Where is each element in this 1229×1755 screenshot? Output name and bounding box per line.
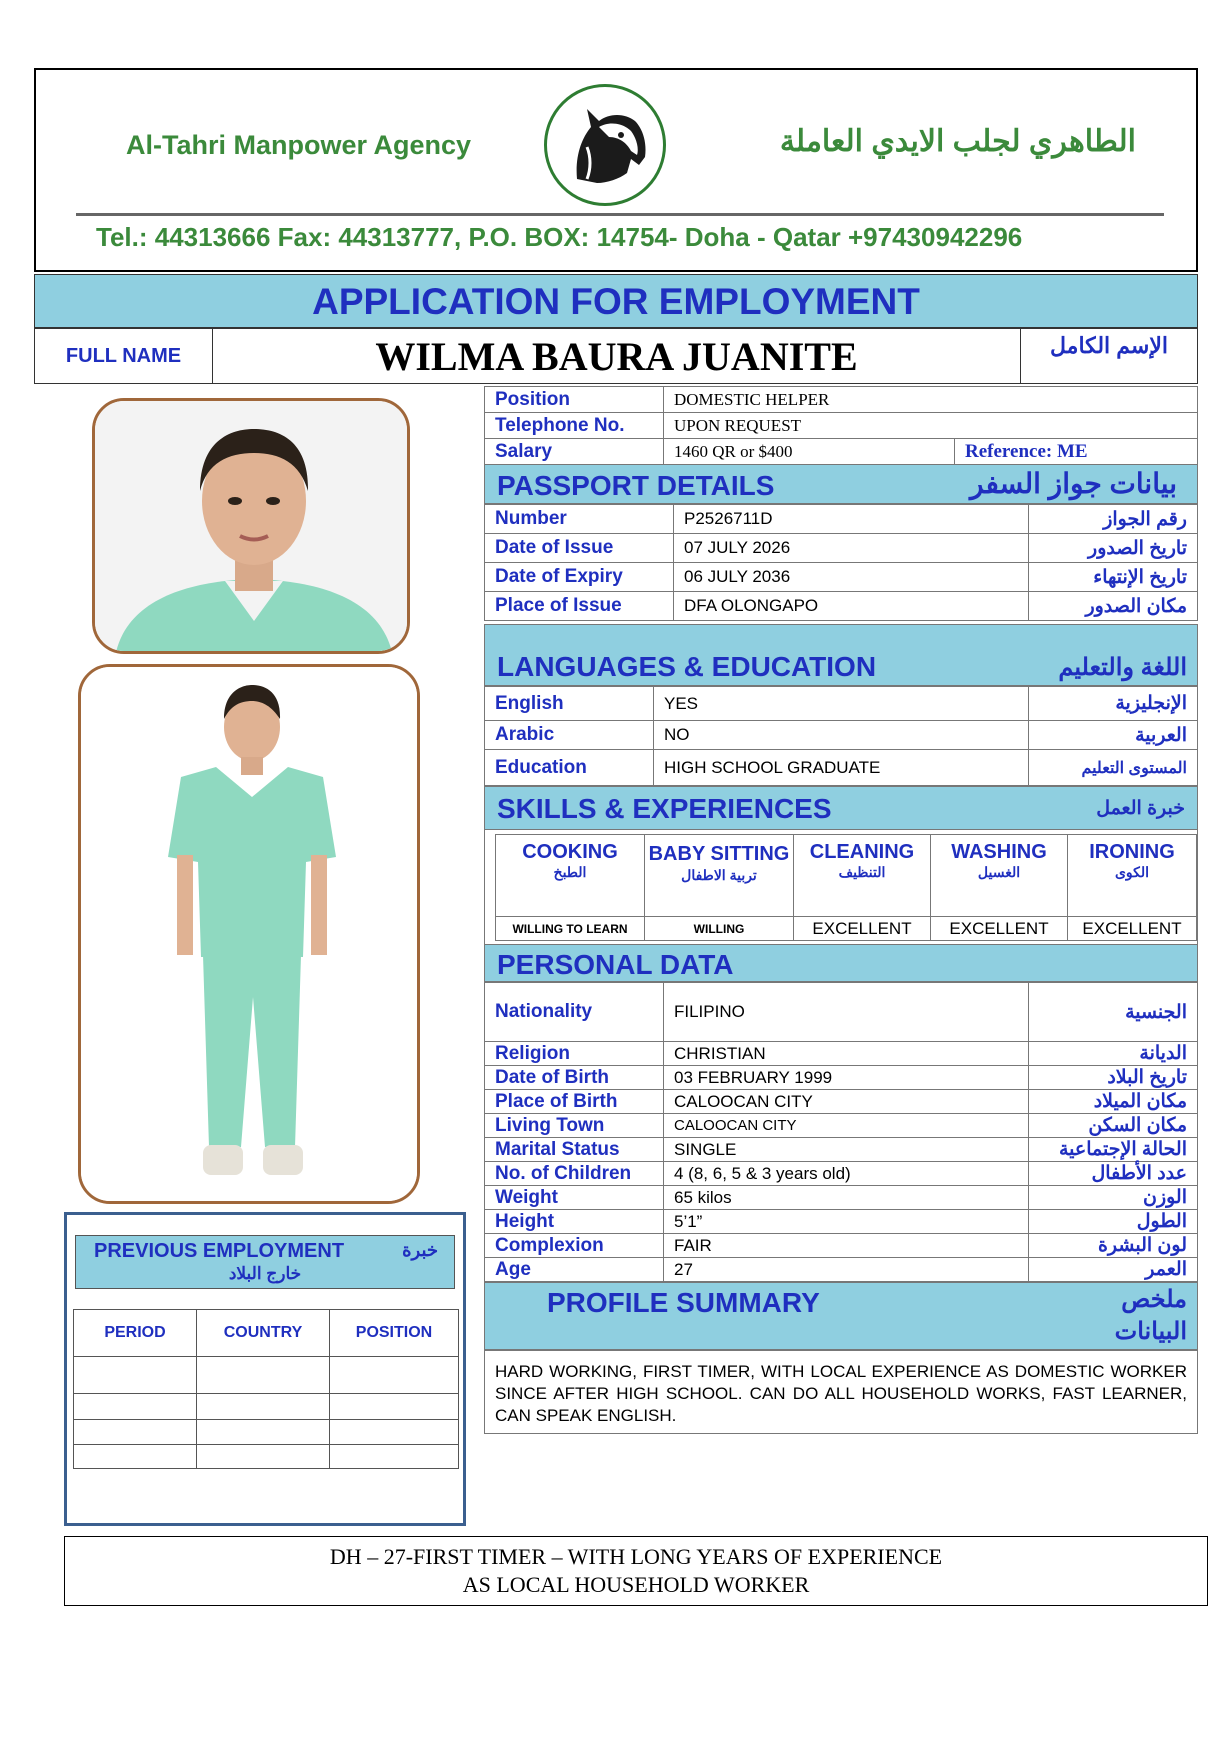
- reference-value: Reference: ME: [955, 439, 1198, 465]
- skills-table-wrap: [484, 830, 1198, 944]
- table-row: Arabic NO العربية: [485, 721, 1198, 750]
- passport-band: [484, 464, 1198, 504]
- horse-head-icon: [544, 84, 666, 206]
- table-row: Education HIGH SCHOOL GRADUATE المستوى التعليم: [485, 750, 1198, 786]
- full-body-photo: [78, 664, 420, 1204]
- passport-heading-ar: بيانات جواز السفر: [970, 468, 1177, 499]
- profile-heading-ar-2: البيانات: [1114, 1318, 1187, 1345]
- position-label: Position: [485, 387, 664, 413]
- personal-band: [484, 944, 1198, 982]
- portrait-photo: [92, 398, 410, 654]
- languages-heading: LANGUAGES & EDUCATION: [497, 651, 877, 682]
- personal-heading: PERSONAL DATA: [497, 949, 734, 980]
- footer-line-1: DH – 27-FIRST TIMER – WITH LONG YEARS OF EXPERIENCE: [329, 1544, 943, 1569]
- salary-label: Salary: [485, 439, 664, 465]
- full-name-value: WILMA BAURA JUANITE: [375, 333, 858, 379]
- table-row: Nationality FILIPINO الجنسية: [485, 983, 1198, 1042]
- basic-info-table: [484, 386, 1198, 464]
- table-row: Height 5’1” الطول: [485, 1210, 1198, 1234]
- profile-heading-ar-1: ملخص: [1121, 1286, 1187, 1313]
- previous-employment-box: [64, 1212, 466, 1526]
- skill-level: EXCELLENT: [794, 917, 931, 941]
- table-row: [74, 1444, 459, 1468]
- skill-level: EXCELLENT: [931, 917, 1068, 941]
- skills-heading: SKILLS & EXPERIENCES: [497, 793, 832, 824]
- table-row: Religion CHRISTIAN الديانة: [485, 1042, 1198, 1066]
- skill-washing: WASHING الغسيل: [931, 835, 1068, 917]
- header-divider: [76, 213, 1164, 216]
- previous-heading-ar-2: خارج البلاد: [228, 1264, 302, 1283]
- footer-line-2: AS LOCAL HOUSEHOLD WORKER: [462, 1572, 810, 1597]
- table-row: [74, 1356, 459, 1393]
- column-header-country: COUNTRY: [197, 1310, 330, 1357]
- previous-heading-ar-1: خبرة: [402, 1240, 438, 1260]
- table-row: Complexion FAIR لون البشرة: [485, 1234, 1198, 1258]
- skills-band: [484, 786, 1198, 830]
- table-row: Date of Issue 07 JULY 2026 تاريخ الصدور: [485, 534, 1198, 563]
- table-row: Age 27 العمر: [485, 1258, 1198, 1282]
- agency-header: [34, 68, 1198, 272]
- position-value: DOMESTIC HELPER: [664, 387, 1198, 413]
- skill-cleaning: CLEANING التنظيف: [794, 835, 931, 917]
- table-row: Number P2526711D رقم الجواز: [485, 505, 1198, 534]
- skills-table: [495, 834, 1197, 941]
- full-name-row: [34, 328, 1198, 384]
- full-name-label: FULL NAME: [65, 344, 182, 367]
- skill-level: WILLING: [645, 917, 794, 941]
- title-band: [34, 274, 1198, 328]
- skill-level: WILLING TO LEARN: [496, 917, 645, 941]
- profile-band: [484, 1282, 1198, 1350]
- previous-employment-band: [75, 1235, 455, 1289]
- salary-value: 1460 QR or $400: [664, 439, 955, 465]
- passport-heading: PASSPORT DETAILS: [497, 470, 775, 501]
- table-row: English YES الإنجليزية: [485, 687, 1198, 721]
- table-row: [74, 1420, 459, 1444]
- column-header-period: PERIOD: [74, 1310, 197, 1357]
- previous-employment-table: [73, 1309, 459, 1469]
- skill-ironing: IRONING الكوى: [1068, 835, 1197, 917]
- table-row: No. of Children 4 (8, 6, 5 & 3 years old) عدد الأطفال: [485, 1162, 1198, 1186]
- table-row: Marital Status SINGLE الحالة الإجتماعية: [485, 1138, 1198, 1162]
- table-row: Date of Expiry 06 JULY 2036 تاريخ الإنتهاء: [485, 563, 1198, 592]
- languages-heading-ar: اللغة والتعليم: [1058, 654, 1187, 681]
- previous-heading: PREVIOUS EMPLOYMENT: [94, 1240, 345, 1262]
- skill-cooking: COOKING الطبخ: [496, 835, 645, 917]
- skills-heading-ar: خبرة العمل: [1096, 798, 1185, 819]
- table-row: Place of Birth CALOOCAN CITY مكان الميلاد: [485, 1090, 1198, 1114]
- table-row: Living Town CALOOCAN CITY مكان السكن: [485, 1114, 1198, 1138]
- agency-name-en: Al-Tahri Manpower Agency: [126, 130, 472, 160]
- skill-baby-sitting: BABY SITTING تربية الاطفال: [645, 835, 794, 917]
- telephone-value: UPON REQUEST: [664, 413, 1198, 439]
- table-row: Place of Issue DFA OLONGAPO مكان الصدور: [485, 592, 1198, 621]
- table-row: [74, 1393, 459, 1420]
- agency-name-ar: الطاهري لجلب الايدي العاملة: [779, 125, 1136, 158]
- languages-band: [484, 624, 1198, 686]
- agency-contact: Tel.: 44313666 Fax: 44313777, P.O. BOX: 14754- Doha - Qatar +97430942296: [96, 222, 1023, 252]
- skill-level: EXCELLENT: [1068, 917, 1197, 941]
- summary-footer: [64, 1536, 1208, 1606]
- personal-table: [484, 982, 1198, 1282]
- profile-heading: PROFILE SUMMARY: [547, 1287, 820, 1318]
- full-name-label-ar: الإسم الكامل: [1050, 333, 1168, 358]
- languages-table: [484, 686, 1198, 786]
- telephone-label: Telephone No.: [485, 413, 664, 439]
- page-title: APPLICATION FOR EMPLOYMENT: [312, 281, 920, 322]
- passport-table: [484, 504, 1198, 620]
- column-header-position: POSITION: [330, 1310, 459, 1357]
- profile-summary-text: HARD WORKING, FIRST TIMER, WITH LOCAL EXPERIENCE AS DOMESTIC WORKER SINCE AFTER HIGH SCHOOL. CAN DO ALL HOUSEHOLD WORKS, FAST LEARNER, CAN SPEAK ENGLISH.: [484, 1350, 1198, 1434]
- table-row: Weight 65 kilos الوزن: [485, 1186, 1198, 1210]
- table-row: Date of Birth 03 FEBRUARY 1999 تاريخ البلاد: [485, 1066, 1198, 1090]
